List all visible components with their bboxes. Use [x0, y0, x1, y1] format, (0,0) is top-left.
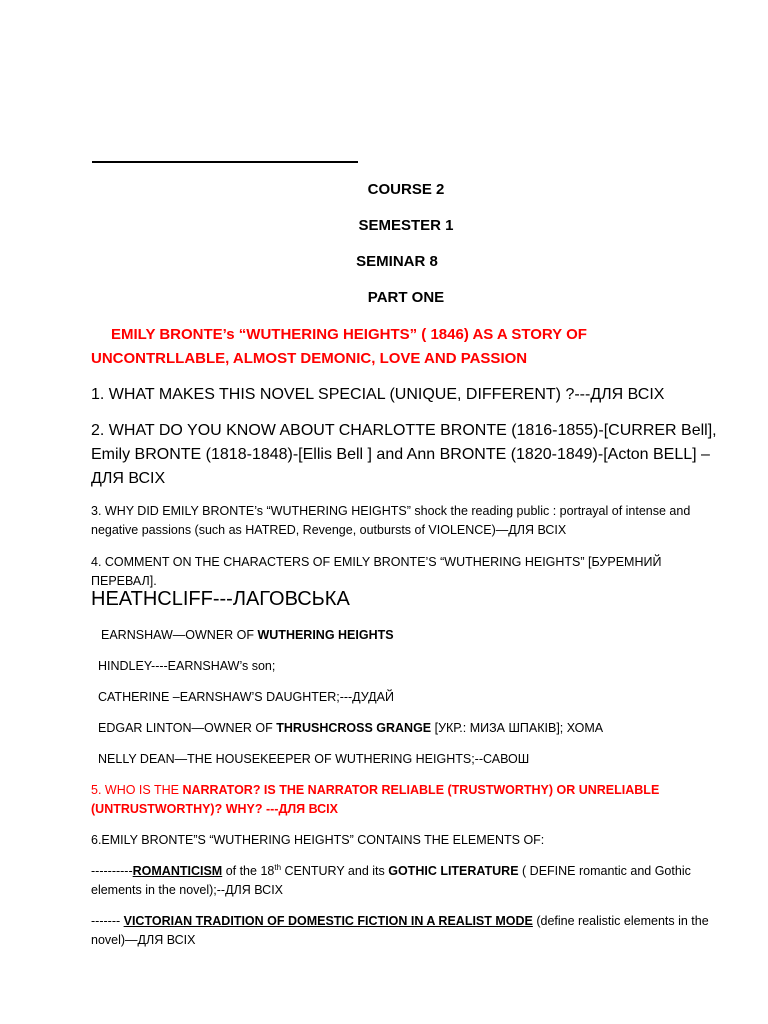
item-romanticism: ----------ROMANTICISM of the 18th CENTURY and its GOTHIC LITERATURE ( DEFINE romantic and Gothic elements in the novel);--ДЛЯ ВСІХ: [91, 862, 691, 897]
part-heading: PART ONE: [367, 289, 445, 306]
item-victorian: ------- VICTORIAN TRADITION OF DOMESTIC FICTION IN A REALIST MODE (define realistic elements in the novel)—ДЛЯ ВСІХ: [91, 914, 709, 947]
character-hindley: HINDLEY----EARNSHAW’s son;: [98, 659, 276, 673]
character-edgar: EDGAR LINTON—OWNER OF THRUSHCROSS GRANGE [УКР.: МИЗА ШПАКІВ]; ХОМА: [98, 721, 604, 735]
character-nelly: NELLY DEAN—THE HOUSEKEEPER OF WUTHERING HEIGHTS;--САВОШ: [98, 752, 530, 766]
question-2: 2. WHAT DO YOU KNOW ABOUT CHARLOTTE BRONTE (1816-1855)-[CURRER Bell], Emily BRONTE (1818-1848)-[Ellis Bell ] and Ann BRONTE (1820-1849)-[Acton BELL] – ДЛЯ ВСІХ: [91, 422, 717, 487]
question-6: 6.EMILY BRONTE”S “WUTHERING HEIGHTS” CONTAINS THE ELEMENTS OF:: [91, 833, 545, 847]
question-3: 3. WHY DID EMILY BRONTE’s “WUTHERING HEIGHTS” shock the reading public : portrayal of intense and negative passions (such as HATRED, Revenge, outbursts of VIOLENCE)—ДЛЯ ВСІХ: [91, 504, 691, 537]
question-4: 4. COMMENT ON THE CHARACTERS OF EMILY BRONTE’S “WUTHERING HEIGHTS” [БУРЕМНИЙ ПЕРЕВАЛ].: [91, 555, 662, 588]
seminar-heading: SEMINAR 8: [356, 253, 438, 270]
question-5: 5. WHO IS THE NARRATOR? IS THE NARRATOR RELIABLE (TRUSTWORTHY) OR UNRELIABLE (UNTRUSTWORTHY)? WHY? ---ДЛЯ ВСІХ: [91, 783, 660, 816]
character-earnshaw: EARNSHAW—OWNER OF WUTHERING HEIGHTS: [101, 628, 394, 642]
horizontal-rule: [92, 161, 358, 163]
character-catherine: CATHERINE –EARNSHAW’S DAUGHTER;---ДУДАЙ: [98, 690, 394, 704]
title-line-2: UNCONTRLLABLE, ALMOST DEMONIC, LOVE AND PASSION: [91, 350, 528, 367]
question-1: 1. WHAT MAKES THIS NOVEL SPECIAL (UNIQUE, DIFFERENT) ?---ДЛЯ ВСІХ: [91, 386, 665, 403]
course-heading: COURSE 2: [367, 181, 445, 198]
title-line-1: EMILY BRONTE’s “WUTHERING HEIGHTS” ( 1846) AS A STORY OF: [111, 326, 587, 343]
heathcliff-heading: HEATHCLIFF---ЛАГОВСЬКА: [91, 588, 350, 610]
document-title: [91, 323, 721, 371]
semester-heading: SEMESTER 1: [358, 217, 454, 234]
